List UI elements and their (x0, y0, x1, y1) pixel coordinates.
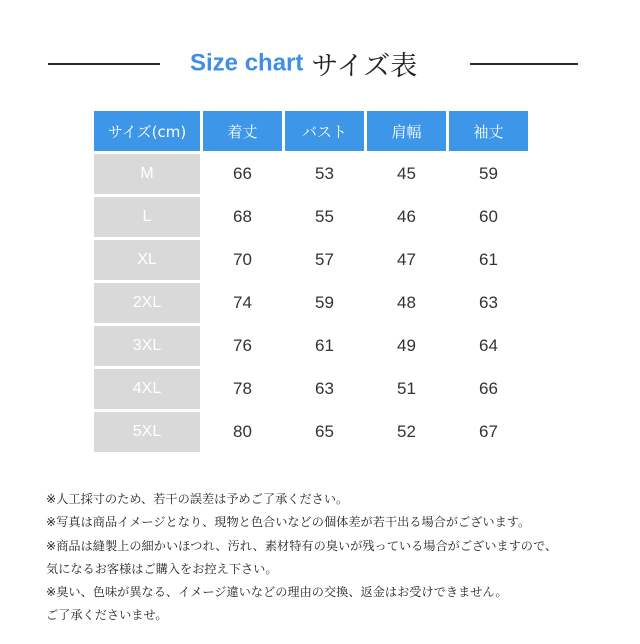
note-no-returns: ※臭い、色味が異なる、イメージ違いなどの理由の交換、返金はお受けできません。 (46, 585, 508, 600)
length-value: 66 (233, 164, 252, 183)
title-japanese: サイズ表 (311, 51, 418, 82)
size-label: M (94, 154, 200, 194)
shoulder-value: 46 (397, 207, 416, 226)
size-label: 4XL (94, 369, 200, 409)
table-row (94, 154, 528, 194)
note-acknowledge: ご了承くださいませ。 (46, 608, 168, 623)
header-size: サイズ(cm) (94, 111, 200, 151)
shoulder-value: 52 (397, 422, 416, 441)
header-length: 着丈 (203, 111, 282, 151)
header-bust: バスト (285, 111, 364, 151)
shoulder-value: 45 (397, 164, 416, 183)
table-row (94, 283, 528, 323)
size-label: XL (94, 240, 200, 280)
header-shoulder: 肩幅 (367, 111, 446, 151)
size-label: L (94, 197, 200, 237)
header-sleeve: 袖丈 (449, 111, 528, 151)
size-table (91, 108, 531, 455)
title-divider-left (48, 63, 160, 65)
bust-value: 61 (315, 336, 334, 355)
title-divider-right (470, 63, 578, 65)
length-value: 80 (233, 422, 252, 441)
bust-value: 53 (315, 164, 334, 183)
bust-value: 55 (315, 207, 334, 226)
bust-value: 65 (315, 422, 334, 441)
sleeve-value: 64 (479, 336, 498, 355)
bust-value: 57 (315, 250, 334, 269)
size-label: 3XL (94, 326, 200, 366)
shoulder-value: 48 (397, 293, 416, 312)
table-row (94, 326, 528, 366)
sleeve-value: 66 (479, 379, 498, 398)
length-value: 74 (233, 293, 252, 312)
size-label: 5XL (94, 412, 200, 452)
sleeve-value: 60 (479, 207, 498, 226)
sleeve-value: 63 (479, 293, 498, 312)
note-sewing-defects-cont: 気になるお客様はご購入をお控え下さい。 (46, 561, 278, 576)
length-value: 70 (233, 250, 252, 269)
title-row (0, 40, 640, 86)
shoulder-value: 47 (397, 250, 416, 269)
table-row (94, 240, 528, 280)
table-row (94, 197, 528, 237)
table-row (94, 369, 528, 409)
table-header-row (94, 111, 528, 151)
bust-value: 63 (315, 379, 334, 398)
bust-value: 59 (315, 293, 334, 312)
sleeve-value: 61 (479, 250, 498, 269)
sleeve-value: 67 (479, 422, 498, 441)
title-english: Size chart (190, 49, 304, 77)
note-photo-color: ※写真は商品イメージとなり、現物と色合いなどの個体差が若干出る場合がございます。 (46, 515, 531, 530)
sleeve-value: 59 (479, 164, 498, 183)
shoulder-value: 51 (397, 379, 416, 398)
length-value: 68 (233, 207, 252, 226)
table-row (94, 412, 528, 452)
size-label: 2XL (94, 283, 200, 323)
page-title (190, 44, 460, 84)
length-value: 78 (233, 379, 252, 398)
notes-section (46, 488, 631, 628)
note-measurement-error: ※人工採寸のため、若干の誤差は予めご了承ください。 (46, 492, 349, 506)
length-value: 76 (233, 336, 252, 355)
note-sewing-defects: ※商品は縫製上の細かいほつれ、汚れ、素材特有の臭いが残っている場合がございますので、 (46, 538, 558, 553)
shoulder-value: 49 (397, 336, 416, 355)
